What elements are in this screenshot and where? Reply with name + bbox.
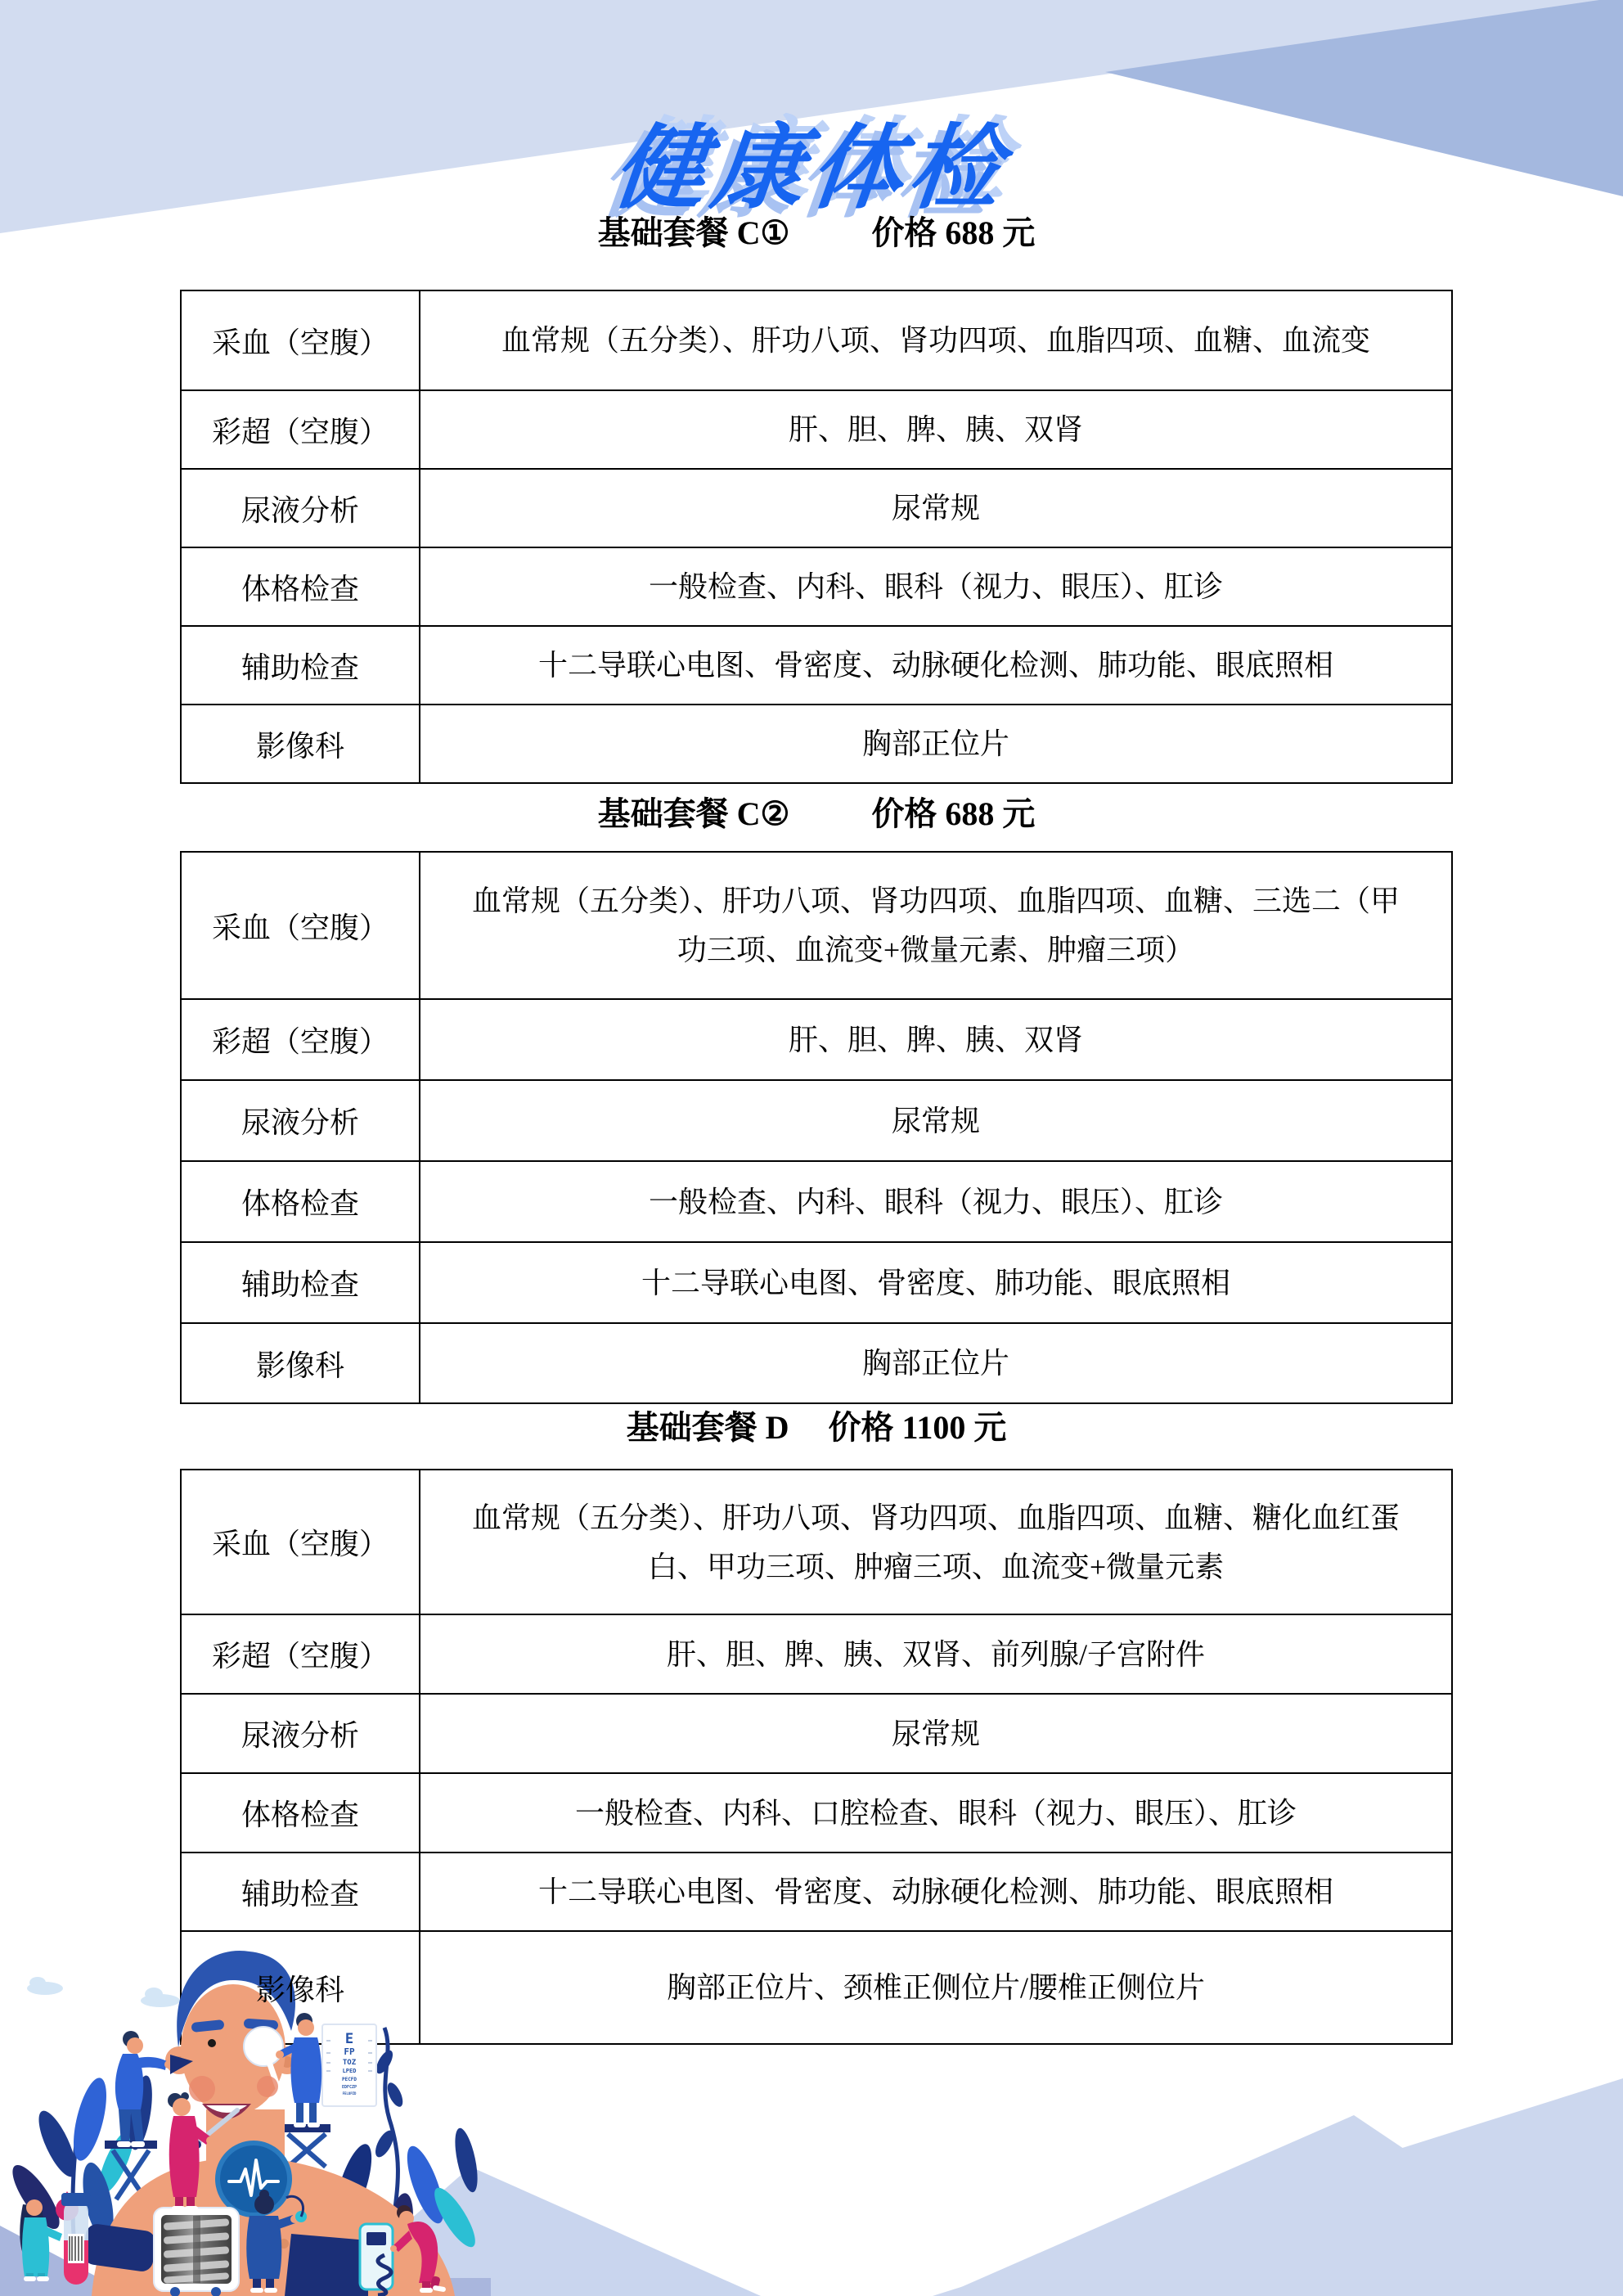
table-row xyxy=(182,625,1451,704)
table-row xyxy=(182,1160,1451,1241)
checkup-table-c2 xyxy=(180,851,1453,1404)
row-content: 尿常规 xyxy=(891,492,980,524)
row-label: 辅助检查 xyxy=(182,1243,420,1322)
row-label: 采血（空腹） xyxy=(182,853,420,998)
row-label: 采血（空腹） xyxy=(182,291,420,389)
table-row xyxy=(182,704,1451,782)
row-content: 十二导联心电图、骨密度、动脉硬化检测、肺功能、眼底照相 xyxy=(537,649,1333,682)
eye-chart xyxy=(322,2024,376,2106)
package-name: 基础套餐 C② xyxy=(597,795,790,832)
row-content: 肝、胆、脾、胰、双肾、前列腺/子宫附件 xyxy=(666,1637,1205,1671)
table-row xyxy=(182,1772,1451,1852)
bp-cuff xyxy=(285,2234,368,2296)
row-content: 一般检查、内科、眼科（视力、眼压）、肛诊 xyxy=(648,1185,1223,1218)
table-row xyxy=(182,1470,1451,1614)
checkup-table-c1 xyxy=(180,290,1453,784)
row-content: 胸部正位片、颈椎正侧位片/腰椎正侧位片 xyxy=(666,1971,1205,2004)
package-price: 价格 688 元 xyxy=(871,795,1036,832)
cloud-icon xyxy=(27,1977,180,2007)
svg-text:LPED: LPED xyxy=(342,2068,357,2074)
row-label: 尿液分析 xyxy=(182,470,420,547)
svg-text:E: E xyxy=(344,2031,354,2047)
row-content: 胸部正位片 xyxy=(861,727,1009,760)
row-label: 彩超（空腹） xyxy=(182,1615,420,1693)
row-label: 尿液分析 xyxy=(182,1695,420,1772)
ecg-badge-icon xyxy=(215,2141,292,2217)
row-label: 彩超（空腹） xyxy=(182,391,420,468)
table-row xyxy=(182,1693,1451,1772)
row-content: 十二导联心电图、骨密度、肺功能、眼底照相 xyxy=(641,1266,1230,1299)
row-label: 体格检查 xyxy=(182,1162,420,1241)
test-tube-icon xyxy=(61,2193,91,2285)
row-label: 辅助检查 xyxy=(182,627,420,704)
row-content: 一般检查、内科、眼科（视力、眼压）、肛诊 xyxy=(648,570,1223,603)
package-price: 价格 688 元 xyxy=(871,214,1036,251)
row-label: 影像科 xyxy=(182,1932,420,2043)
package-name: 基础套餐 D xyxy=(626,1409,789,1446)
svg-text:FELOPZD: FELOPZD xyxy=(342,2091,357,2096)
table-row xyxy=(182,853,1451,998)
table-row xyxy=(182,1322,1451,1402)
table-row xyxy=(182,389,1451,468)
xray-film xyxy=(154,2208,239,2296)
row-content: 十二导联心电图、骨密度、动脉硬化检测、肺功能、眼底照相 xyxy=(537,1875,1333,1908)
svg-text:PECFD: PECFD xyxy=(341,2077,357,2082)
row-content: 尿常规 xyxy=(891,1717,980,1750)
row-label: 影像科 xyxy=(182,1324,420,1402)
row-content: 尿常规 xyxy=(891,1104,980,1137)
table-row xyxy=(182,468,1451,547)
svg-text:EDFCZP: EDFCZP xyxy=(341,2085,357,2090)
row-label: 影像科 xyxy=(182,705,420,782)
table-row xyxy=(182,1614,1451,1693)
package-price: 价格 1100 元 xyxy=(828,1409,1007,1446)
row-label: 辅助检查 xyxy=(182,1853,420,1930)
section-heading-c1 xyxy=(180,211,1453,255)
svg-text:TOZ: TOZ xyxy=(342,2059,357,2067)
row-content: 胸部正位片 xyxy=(861,1347,1009,1380)
table-row xyxy=(182,291,1451,389)
row-content: 一般检查、内科、口腔检查、眼科（视力、眼压）、肛诊 xyxy=(574,1796,1297,1830)
table-row xyxy=(182,1079,1451,1160)
row-content: 血常规（五分类）、肝功八项、肾功四项、血脂四项、血糖、三选二（甲功三项、血流变+微量元素、肿瘤三项） xyxy=(471,885,1400,966)
table-row xyxy=(182,1241,1451,1322)
row-label: 体格检查 xyxy=(182,1774,420,1852)
page-title: 健康体检 xyxy=(609,117,1013,219)
section-heading-d xyxy=(180,1406,1453,1450)
eye-occluder xyxy=(244,2027,283,2066)
health-checkup-illustration xyxy=(0,1874,491,2296)
row-content: 血常规（五分类）、肝功八项、肾功四项、血脂四项、血糖、血流变 xyxy=(501,324,1370,357)
row-label: 尿液分析 xyxy=(182,1081,420,1160)
table-row xyxy=(182,547,1451,625)
svg-text:FP: FP xyxy=(344,2046,355,2057)
row-label: 体格检查 xyxy=(182,548,420,625)
row-content: 血常规（五分类）、肝功八项、肾功四项、血脂四项、血糖、糖化血红蛋白、甲功三项、肿瘤三项、血流变+微量元素 xyxy=(471,1501,1400,1583)
package-name: 基础套餐 C① xyxy=(597,214,790,251)
section-heading-c2 xyxy=(180,792,1453,836)
row-label: 采血（空腹） xyxy=(182,1470,420,1614)
row-content: 肝、胆、脾、胰、双肾 xyxy=(788,413,1083,446)
row-content: 肝、胆、脾、胰、双肾 xyxy=(788,1023,1083,1056)
row-label: 彩超（空腹） xyxy=(182,1000,420,1079)
step-stool xyxy=(281,2124,330,2167)
table-row xyxy=(182,998,1451,1079)
